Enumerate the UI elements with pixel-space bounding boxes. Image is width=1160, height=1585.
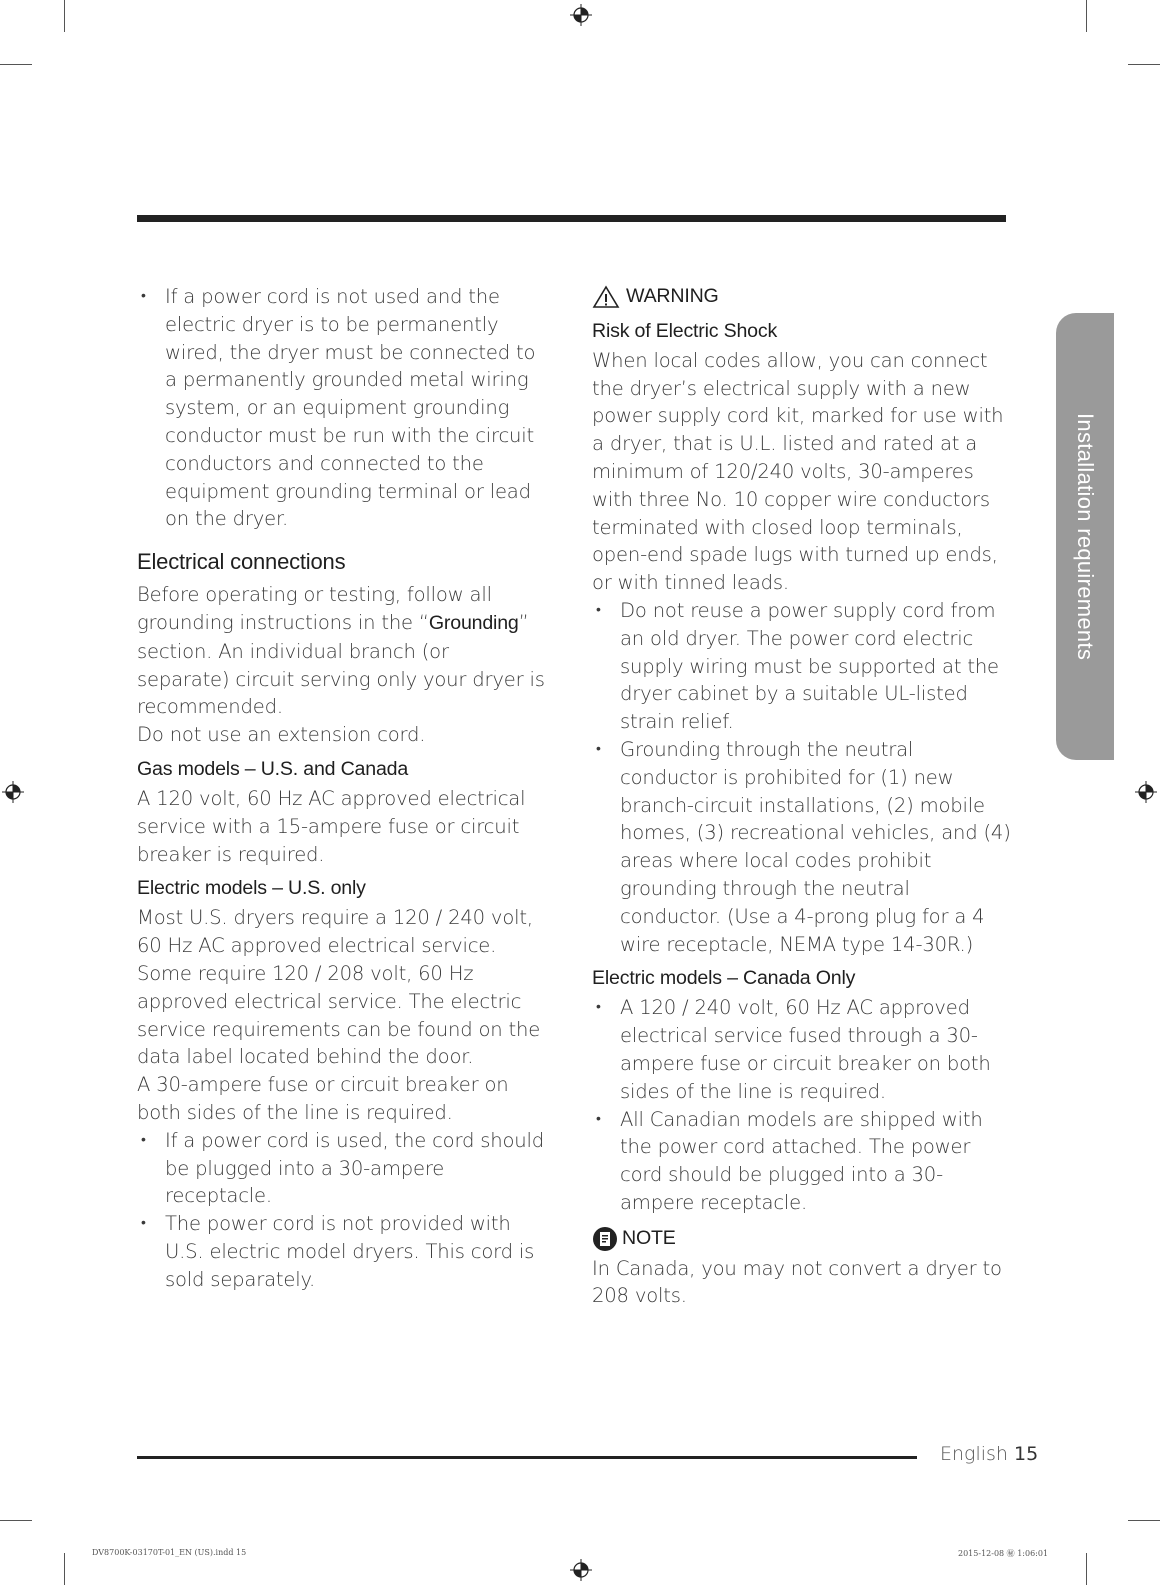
print-slug-date: 2015-12-08 ㊙ 1:06:01: [958, 1549, 1049, 1558]
crop-mark: [1086, 0, 1087, 32]
registration-mark-icon: [1135, 781, 1157, 803]
page-number: 15: [1014, 1443, 1039, 1465]
note-icon: [592, 1226, 618, 1252]
gas-models-text: A 120 volt, 60 Hz AC approved electrical service with a 15-ampere fuse or circuit breaker is required.: [137, 786, 526, 866]
warning-label: [592, 283, 1012, 311]
footer-language: English: [940, 1443, 1008, 1465]
risk-list: [592, 597, 1012, 958]
gas-models-heading: Gas models – U.S. and Canada: [137, 757, 409, 780]
warning-text: WARNING: [626, 285, 719, 307]
left-column: [137, 283, 547, 1294]
electric-us-heading: Electric models – U.S. only: [137, 877, 366, 900]
note-text: In Canada, you may not convert a dryer to 208 volts.: [592, 1256, 1002, 1308]
list-item: • If a power cord is not used and the electric dryer is to be permanently wired, the dryer must be connected to a permanently grounded metal wiring system, or an equipment grounding conductor must be run with the circuit conductors and connected to the equipment grounding terminal or lead on the dryer.: [137, 283, 547, 533]
print-slug-file: DV8700K-03170T-01_EN (US).indd 15: [92, 1548, 247, 1557]
electrical-paragraph: Before operating or testing, follow all grounding instructions in the “Grounding” section. An individual branch (or separate) circuit serving only your dryer is recommended.: [137, 583, 545, 719]
registration-mark-icon: [2, 781, 24, 803]
electric-us-text: Most U.S. dryers require a 120 / 240 volt, 60 Hz AC approved electrical service. Some require 120 / 208 volt, 60 Hz approved electrical service. The electric service requirements can be found on the data label located behind the door.: [137, 906, 541, 1069]
warning-triangle-icon: [592, 285, 620, 309]
registration-mark-icon: [570, 1559, 592, 1581]
note-text-label: NOTE: [622, 1226, 676, 1249]
right-column: [592, 283, 1012, 1310]
electric-us-list: [137, 1127, 547, 1294]
risk-text: When local codes allow, you can connect the dryer’s electrical supply with a new power supply cord kit, marked for use with a dryer, that is U.L. listed and rated at a minimum of 120/240 volts, 30-amperes with three No. 10 copper wire conductors terminated with closed loop terminals, open-end spade lugs with turned up ends, or with tinned leads.: [592, 348, 1004, 595]
list-item: • Do not reuse a power supply cord from an old dryer. The power cord electric supply wiring must be supported at the dryer cabinet by a suitable UL-listed strain relief.: [592, 597, 1012, 736]
list-item: • All Canadian models are shipped with the power cord attached. The power cord should be plugged into a 30-ampere receptacle.: [592, 1106, 1012, 1217]
footer-rule: [137, 1456, 917, 1459]
crop-mark: [64, 1553, 65, 1585]
crop-mark: [0, 1520, 32, 1521]
electric-us-text-2: A 30-ampere fuse or circuit breaker on both sides of the line is required.: [137, 1073, 509, 1124]
header-rule: [137, 215, 1006, 222]
list-item: • A 120 / 240 volt, 60 Hz AC approved electrical service fused through a 30-ampere fuse or circuit breaker on both sides of the line is required.: [592, 994, 1012, 1105]
electrical-connections-heading: Electrical connections: [137, 549, 346, 575]
intro-list: [137, 283, 547, 533]
risk-heading: Risk of Electric Shock: [592, 319, 778, 342]
crop-mark: [1128, 64, 1160, 65]
crop-mark: [64, 0, 65, 32]
list-item: • Grounding through the neutral conductor is prohibited for (1) new branch-circuit installations, (2) mobile homes, (3) recreational vehicles, and (4) areas where local codes prohibit grounding through the neutral conductor. (Use a 4-prong plug for a 4 wire receptacle, NEMA type 14-30R.): [592, 736, 1012, 958]
note-label: [592, 1225, 1012, 1253]
side-tab-label: Installation requirements: [1073, 412, 1098, 661]
crop-mark: [0, 64, 32, 65]
list-item: • If a power cord is used, the cord should be plugged into a 30-ampere receptacle.: [137, 1127, 547, 1210]
crop-mark: [1086, 1553, 1087, 1585]
canada-heading: Electric models – Canada Only: [592, 967, 856, 990]
list-item: • The power cord is not provided with U.S. electric model dryers. This cord is sold separately.: [137, 1210, 547, 1293]
registration-mark-icon: [570, 4, 592, 26]
extension-cord-text: Do not use an extension cord.: [137, 723, 426, 747]
crop-mark: [1128, 1520, 1160, 1521]
section-side-tab[interactable]: [1056, 313, 1114, 760]
canada-list: [592, 994, 1012, 1216]
